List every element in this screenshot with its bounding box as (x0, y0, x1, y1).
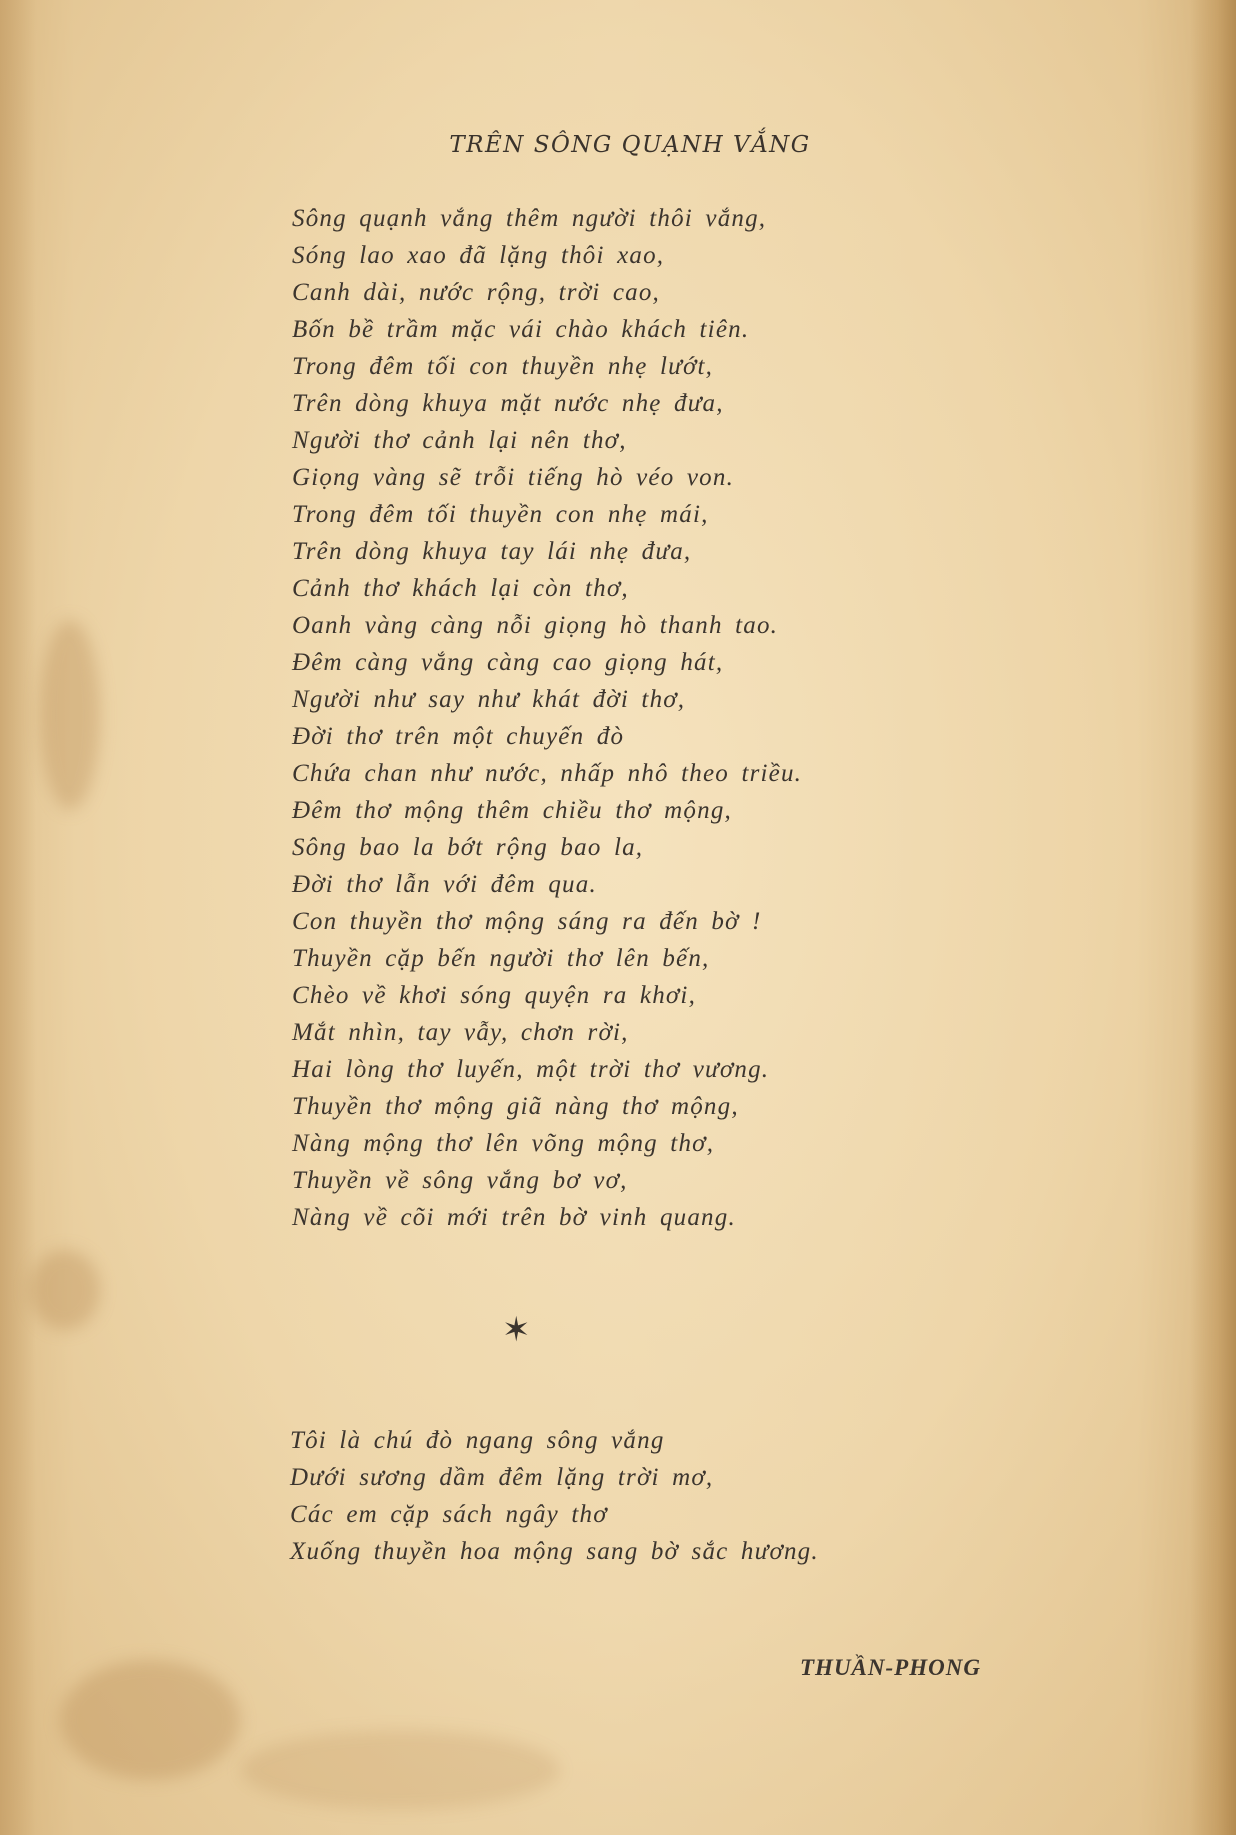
poem-line: Người như say như khát đời thơ, (292, 686, 686, 713)
page-title (0, 132, 1100, 158)
page-edge-right (1190, 0, 1236, 1835)
poem-line: Nàng về cõi mới trên bờ vinh quang. (292, 1204, 736, 1231)
stain (240, 1730, 560, 1810)
poem-line: Chứa chan như nước, nhấp nhô theo triều. (292, 760, 803, 787)
star-separator-icon: ✶ (502, 1310, 531, 1350)
poem-line: Sông quạnh vắng thêm người thôi vắng, (292, 205, 767, 232)
poem-line: Đêm càng vắng càng cao giọng hát, (292, 649, 724, 676)
closing-verse (290, 1422, 819, 1570)
poem-line: Sóng lao xao đã lặng thôi xao, (292, 242, 665, 269)
poem-line: Giọng vàng sẽ trỗi tiếng hò véo von. (292, 464, 735, 491)
poem (292, 200, 802, 1236)
stain (40, 620, 100, 810)
poem-line: Bốn bề trầm mặc vái chào khách tiên. (292, 316, 750, 343)
poem-line: Hai lòng thơ luyến, một trời thơ vương. (292, 1056, 770, 1083)
poem-line: Xuống thuyền hoa mộng sang bờ sắc hương. (290, 1538, 819, 1565)
title-text: TRÊN SÔNG QUẠNH VẮNG (449, 132, 811, 158)
poem-line: Con thuyền thơ mộng sáng ra đến bờ ! (292, 908, 762, 935)
poem-line: Thuyền về sông vắng bơ vơ, (292, 1167, 628, 1194)
poem-line: Canh dài, nước rộng, trời cao, (292, 279, 660, 306)
poem-line: Đêm thơ mộng thêm chiều thơ mộng, (292, 797, 732, 824)
poem-line: Mắt nhìn, tay vẫy, chơn rời, (292, 1019, 629, 1046)
poem-line: Oanh vàng càng nỗi giọng hò thanh tao. (292, 612, 779, 639)
poem-line: Tôi là chú đò ngang sông vắng (290, 1427, 665, 1454)
poem-line: Đời thơ lẫn với đêm qua. (292, 871, 597, 898)
poem-line: Thuyền cặp bến người thơ lên bến, (292, 945, 710, 972)
poem-line: Các em cặp sách ngây thơ (290, 1501, 608, 1528)
poem-line: Trong đêm tối con thuyền nhẹ lướt, (292, 353, 714, 380)
stain (60, 1660, 240, 1780)
poem-line: Trên dòng khuya tay lái nhẹ đưa, (292, 538, 692, 565)
poem-line: Cảnh thơ khách lại còn thơ, (292, 575, 629, 602)
stain (30, 1250, 100, 1330)
author-name: THUẦN-PHONG (800, 1655, 981, 1680)
poem-line: Chèo về khơi sóng quyện ra khơi, (292, 982, 697, 1009)
poem-line: Sông bao la bớt rộng bao la, (292, 834, 644, 861)
poem-line: Đời thơ trên một chuyến đò (292, 723, 625, 750)
poem-line: Trên dòng khuya mặt nước nhẹ đưa, (292, 390, 724, 417)
poem-line: Thuyền thơ mộng giã nàng thơ mộng, (292, 1093, 739, 1120)
poem-line: Dưới sương dầm đêm lặng trời mơ, (290, 1464, 714, 1491)
poem-line: Trong đêm tối thuyền con nhẹ mái, (292, 501, 709, 528)
poem-line: Người thơ cảnh lại nên thơ, (292, 427, 627, 454)
page-edge-left (0, 0, 36, 1835)
poem-line: Nàng mộng thơ lên võng mộng thơ, (292, 1130, 715, 1157)
